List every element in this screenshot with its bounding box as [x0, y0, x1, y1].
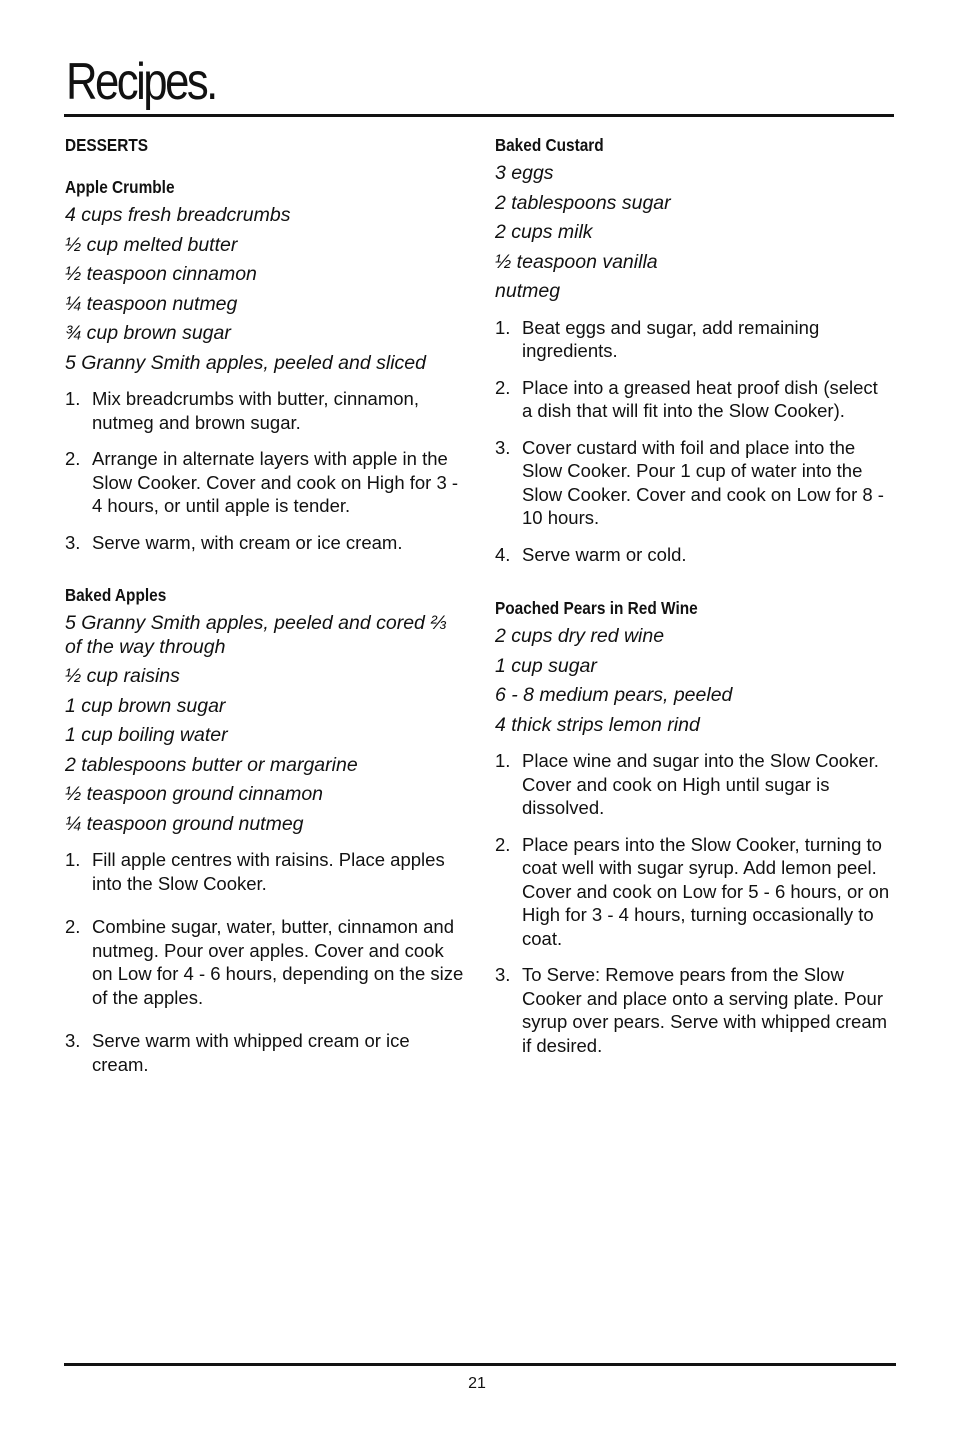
step-number: 2. [495, 833, 511, 855]
recipe-poached-pears [495, 598, 893, 1057]
ingredient-list [65, 612, 467, 836]
ingredient: 2 tablespoons butter or margarine [65, 753, 358, 776]
recipe-title: Apple Crumble [65, 177, 175, 197]
ingredient: 1 cup sugar [495, 654, 597, 677]
method-step [65, 848, 467, 895]
ingredient: ¾ cup brown sugar [65, 322, 231, 344]
method-step [65, 387, 467, 434]
ingredient: ½ teaspoon vanilla [495, 250, 658, 273]
ingredient-list [65, 204, 467, 375]
recipe-baked-custard [495, 135, 893, 566]
right-column [495, 135, 893, 1070]
method-step [65, 531, 467, 555]
method-step [65, 447, 467, 518]
step-text: To Serve: Remove pears from the Slow Cooker and place onto a serving plate. Pour syrup over pears. Serve with whipped cream if desired. [522, 964, 888, 1056]
step-text: Combine sugar, water, butter, cinnamon and nutmeg. Pour over apples. Cover and cook on Low for 4 - 6 hours, depending on the size of the apples. [92, 916, 464, 1008]
recipe-baked-apples [65, 585, 467, 1076]
step-number: 2. [65, 448, 81, 469]
title-divider [64, 114, 894, 117]
step-text: Serve warm or cold. [522, 543, 687, 565]
step-number: 1. [65, 388, 81, 409]
step-text: Serve warm with whipped cream or ice cream. [92, 1030, 410, 1075]
footer-divider [64, 1363, 896, 1366]
ingredient: 1 cup brown sugar [65, 694, 226, 717]
method-steps [495, 749, 893, 1057]
method-step [495, 833, 893, 951]
ingredient: 1 cup boiling water [65, 724, 228, 746]
step-number: 2. [65, 916, 81, 937]
ingredient: 5 Granny Smith apples, peeled and sliced [65, 351, 426, 374]
ingredient: 2 cups milk [495, 221, 593, 243]
method-step [495, 963, 893, 1057]
method-step [65, 915, 467, 1009]
ingredient: ½ cup raisins [65, 665, 180, 687]
step-text: Place pears into the Slow Cooker, turning to coat well with sugar syrup. Add lemon peel. Cover and cook on Low for 5 - 6 hours, or on High for 3 - 4 hours, turning occasionally to coat. [522, 833, 890, 949]
left-column [65, 135, 467, 1096]
method-step [495, 316, 893, 363]
step-number: 2. [495, 376, 511, 398]
recipe-title: Baked Custard [495, 135, 604, 155]
method-steps [65, 848, 467, 1076]
step-text: Place wine and sugar into the Slow Cooker. Cover and cook on High until sugar is dissolved. [522, 750, 879, 818]
section-heading-desserts: DESSERTS [65, 135, 149, 155]
method-steps [65, 387, 467, 554]
recipe-title: Baked Apples [65, 585, 167, 605]
step-number: 1. [495, 316, 511, 338]
step-number: 3. [495, 436, 511, 458]
method-step [495, 543, 893, 567]
recipe-title: Poached Pears in Red Wine [495, 598, 698, 618]
step-number: 4. [495, 543, 511, 565]
ingredient: 4 thick strips lemon rind [495, 713, 700, 736]
method-step [495, 376, 893, 423]
ingredient-list [495, 625, 893, 737]
ingredient: ½ teaspoon ground cinnamon [65, 783, 324, 805]
step-text: Beat eggs and sugar, add remaining ingredients. [522, 316, 820, 361]
method-step [65, 1029, 467, 1076]
step-number: 3. [65, 1030, 81, 1051]
step-number: 3. [495, 964, 511, 985]
ingredient: ½ teaspoon cinnamon [65, 263, 257, 285]
step-text: Serve warm, with cream or ice cream. [92, 531, 403, 553]
step-text: Arrange in alternate layers with apple in the Slow Cooker. Cover and cook on High for 3 - 4 hours, or until apple is tender. [92, 448, 459, 516]
step-text: Fill apple centres with raisins. Place apples into the Slow Cooker. [92, 849, 445, 894]
ingredient: 6 - 8 medium pears, peeled [495, 684, 733, 706]
page-title: Recipes. [66, 53, 216, 111]
step-text: Cover custard with foil and place into the Slow Cooker. Pour 1 cup of water into the Slow Cooker. Cover and cook on Low for 8 - 10 hours. [522, 436, 884, 528]
method-step [495, 749, 893, 820]
ingredient: 4 cups fresh breadcrumbs [65, 204, 291, 226]
page-number: 21 [468, 1375, 486, 1392]
method-steps [495, 316, 893, 567]
ingredient: 3 eggs [495, 162, 554, 184]
ingredient: 2 tablespoons sugar [495, 191, 671, 214]
step-number: 1. [65, 849, 81, 870]
recipe-apple-crumble [65, 177, 467, 554]
step-text: Mix breadcrumbs with butter, cinnamon, nutmeg and brown sugar. [92, 388, 419, 433]
step-text: Place into a greased heat proof dish (select a dish that will fit into the Slow Cooker). [522, 376, 878, 421]
ingredient: 2 cups dry red wine [495, 625, 665, 647]
step-number: 3. [65, 531, 81, 553]
method-step [495, 436, 893, 530]
ingredient: ½ cup melted butter [65, 233, 238, 256]
ingredient-list [495, 162, 893, 304]
ingredient: ¼ teaspoon nutmeg [65, 292, 238, 315]
ingredient: 5 Granny Smith apples, peeled and cored ⅔ of the way through [65, 612, 447, 658]
ingredient: ¼ teaspoon ground nutmeg [65, 812, 304, 835]
step-number: 1. [495, 750, 511, 771]
ingredient: nutmeg [495, 280, 561, 302]
